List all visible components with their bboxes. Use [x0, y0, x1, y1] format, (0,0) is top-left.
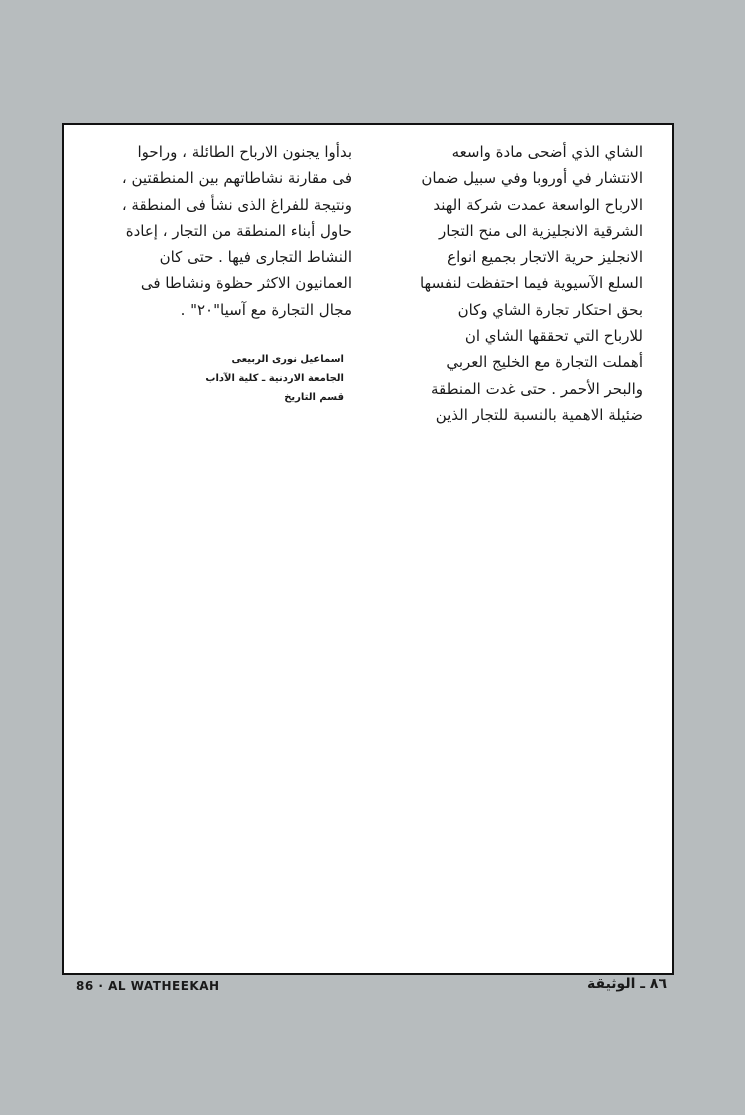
page-frame	[62, 123, 674, 975]
article-left-column	[102, 139, 352, 323]
author-department: قسم التاريخ	[284, 392, 344, 403]
footer-page-number-arabic: ٨٦ ـ الوثيقة	[587, 976, 667, 992]
text-line: للارباح التي تحققها الشاي ان	[464, 327, 643, 346]
text-line: العمانيون الاكثر حظوة ونشاطا فى	[140, 274, 352, 293]
text-line: حاول أبناء المنطقة من التجار ، إعادة	[125, 221, 352, 240]
footer-page-number-latin: 86 · AL WATHEEKAH	[76, 979, 220, 993]
author-signature	[164, 350, 344, 407]
author-name: اسماعيل نورى الربيعى	[231, 354, 344, 365]
text-line: السلع الآسيوية فيما احتفظت لنفسها	[419, 274, 643, 293]
text-line: مجال التجارة مع آسيا"٢٠" .	[180, 300, 352, 319]
text-line: الانجليز حرية الاتجار بجميع انواع	[447, 248, 643, 267]
text-line: بحق احتكار تجارة الشاي وكان	[457, 300, 643, 319]
text-line: الانتشار في أوروبا وفي سبيل ضمان	[421, 169, 643, 188]
text-line: الارباح الواسعة عمدت شركة الهند	[433, 195, 643, 214]
text-line: ونتيجة للفراغ الذى نشأ فى المنطقة ،	[121, 195, 352, 214]
text-line: النشاط التجارى فيها . حتى كان	[159, 248, 352, 267]
text-line: فى مقارنة نشاطاتهم بين المنطقتين ،	[121, 169, 352, 188]
text-line: بدأوا يجنون الارباح الطائلة ، وراحوا	[137, 143, 352, 161]
text-line: أهملت التجارة مع الخليج العربي	[446, 353, 643, 372]
text-line: الشاي الذي أضحى مادة واسعه	[451, 143, 643, 161]
text-line: الشرقية الانجليزية الى منح التجار	[438, 221, 643, 240]
author-affiliation: الجامعة الاردنية ـ كلية الآداب	[205, 373, 344, 384]
article-right-column	[383, 139, 643, 428]
text-line: ضئيلة الاهمية بالنسبة للتجار الذين	[435, 405, 643, 424]
text-line: والبحر الأحمر . حتى غدت المنطقة	[430, 379, 643, 398]
